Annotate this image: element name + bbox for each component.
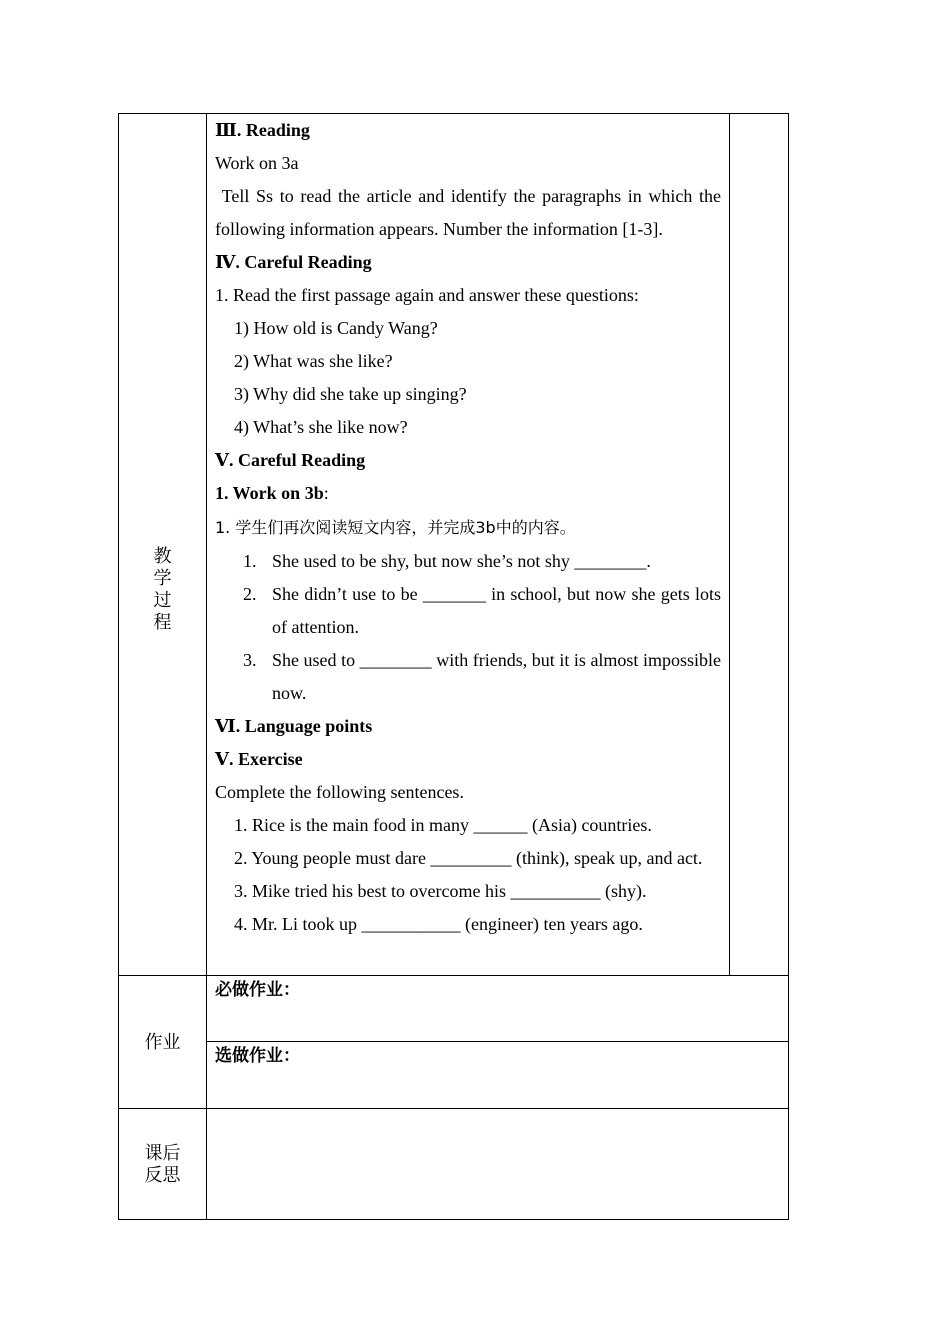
- optional-homework-cell: [206, 1041, 789, 1109]
- reading-instruction: Tell Ss to read the article and identify the paragraphs in which the following information appears. Number the information [1-3].: [215, 186, 726, 239]
- work-on-3b-line: [215, 477, 721, 510]
- careful-reading-2-heading: Ⅴ. Careful Reading: [215, 450, 366, 470]
- homework-label: 作业: [144, 1032, 181, 1053]
- fill-item-number: 3.: [243, 650, 257, 670]
- question-item: 3) Why did she take up singing?: [234, 384, 467, 404]
- exercise-heading: Ⅴ. Exercise: [215, 749, 303, 769]
- notes-cell: [729, 113, 789, 976]
- process-content-cell: [206, 113, 730, 976]
- careful-reading-heading: Ⅳ. Careful Reading: [215, 252, 372, 272]
- reflection-label-line: 反思: [144, 1165, 181, 1186]
- fill-item: [215, 644, 721, 710]
- exercise-sentence: 1. Rice is the main food in many ______ (Asia) countries.: [234, 815, 652, 835]
- fill-item: [215, 545, 721, 578]
- lesson-content: [215, 114, 726, 941]
- work-on-3b-colon: :: [323, 483, 329, 503]
- optional-homework-label: 选做作业：: [215, 1046, 300, 1066]
- process-label-char: 过: [153, 590, 172, 611]
- process-label-cell: [118, 113, 207, 976]
- reflection-label-line: 课后: [144, 1143, 181, 1164]
- question-item: 4) What’s she like now?: [234, 417, 408, 437]
- reading-heading: Ⅲ. Reading: [215, 120, 310, 140]
- careful-reading-task: 1. Read the first passage again and answer these questions:: [215, 285, 639, 305]
- fill-item-text: She used to ________ with friends, but it is almost impossible now.: [272, 650, 721, 703]
- question-item: 1) How old is Candy Wang?: [234, 318, 438, 338]
- fill-item-number: 2.: [243, 584, 257, 604]
- chinese-task: 1. 学生们再次阅读短文内容，并完成3b中的内容。: [215, 518, 576, 537]
- fill-item-text: She didn’t use to be _______ in school, but now she gets lots of attention.: [272, 584, 721, 637]
- exercise-sentence: 4. Mr. Li took up ___________ (engineer) ten years ago.: [234, 914, 643, 934]
- exercise-sentence: 2. Young people must dare _________ (think), speak up, and act.: [234, 848, 703, 868]
- fill-item-text: She used to be shy, but now she’s not shy ________.: [272, 551, 651, 571]
- reflection-label-cell: [118, 1108, 207, 1220]
- fill-item-number: 1.: [243, 551, 257, 571]
- required-homework-cell: [206, 975, 789, 1042]
- exercise-task: Complete the following sentences.: [215, 782, 464, 802]
- fill-item: [215, 578, 721, 644]
- reflection-cell: [206, 1108, 789, 1220]
- homework-label-cell: [118, 975, 207, 1109]
- language-points-heading: Ⅵ. Language points: [215, 716, 373, 736]
- required-homework-label: 必做作业：: [215, 980, 300, 1000]
- question-item: 2) What was she like?: [234, 351, 393, 371]
- work-on-3b-label: 1. Work on 3b: [215, 483, 324, 503]
- process-label-char: 学: [153, 568, 172, 589]
- reading-work-on: Work on 3a: [215, 153, 299, 173]
- process-label-char: 程: [153, 612, 172, 633]
- exercise-sentence: 3. Mike tried his best to overcome his __________ (shy).: [234, 881, 647, 901]
- process-label-char: 教: [153, 546, 172, 567]
